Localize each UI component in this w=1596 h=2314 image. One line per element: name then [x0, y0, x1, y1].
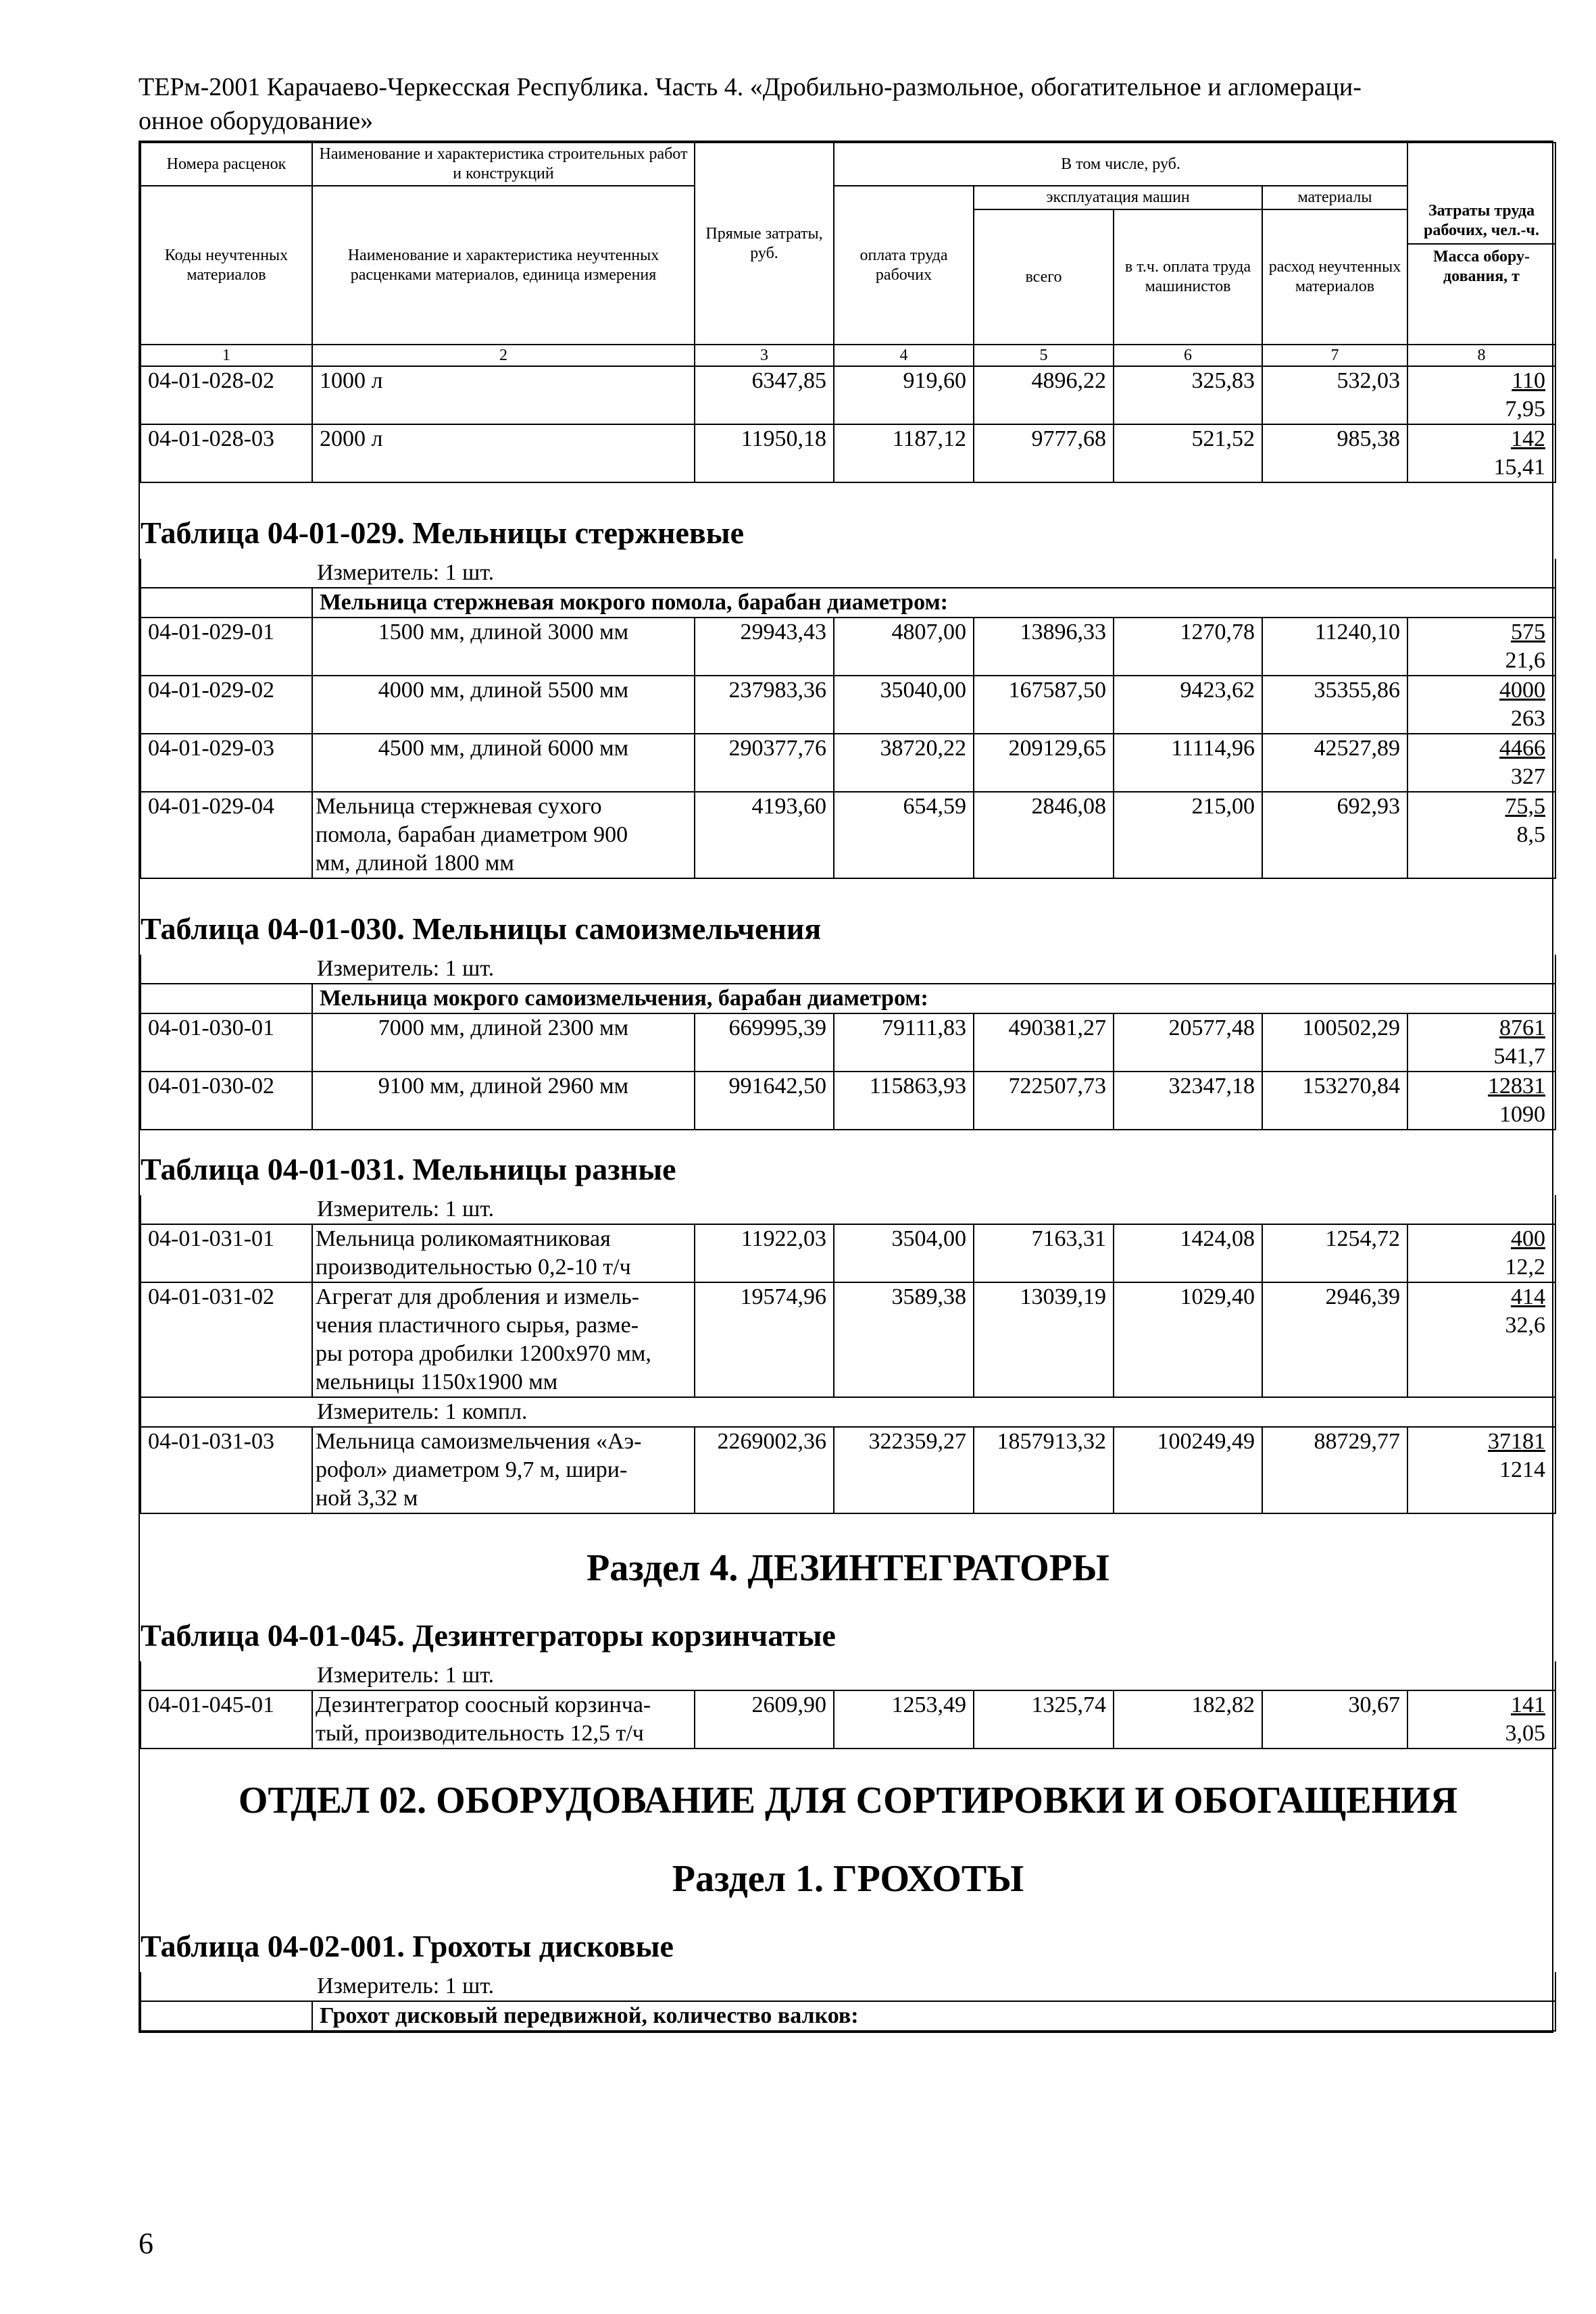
price-table — [139, 141, 1553, 2033]
direct-cost: 2609,90 — [695, 1690, 834, 1749]
rate-code: 04-01-028-03 — [141, 424, 312, 482]
machinists-pay: 182,82 — [1114, 1690, 1262, 1749]
machines-total: 1857913,32 — [974, 1427, 1114, 1513]
machines-total: 490381,27 — [974, 1013, 1114, 1072]
direct-cost: 19574,96 — [695, 1282, 834, 1397]
equipment-mass: 263 — [1511, 706, 1545, 731]
labor-hours: 110 — [1512, 368, 1545, 393]
direct-cost: 290377,76 — [695, 734, 834, 792]
materials-header: материалы — [1262, 186, 1407, 209]
equipment-mass: 541,7 — [1493, 1044, 1545, 1069]
machinists-pay: 100249,49 — [1114, 1427, 1262, 1513]
page-number: 6 — [139, 2227, 153, 2260]
labor-hours: 400 — [1511, 1226, 1545, 1251]
measure-unit: Измеритель: 1 компл. — [141, 1397, 1555, 1427]
labor-mass — [1407, 1072, 1555, 1130]
labor-pay: 3504,00 — [834, 1224, 974, 1282]
header-line-1: ТЕРм-2001 Карачаево-Черкесская Республика. Часть 4. «Дробильно-размольное, обогатительное и агломераци- — [139, 73, 1362, 101]
subheading: Мельница стержневая мокрого помола, барабан диаметром: — [312, 588, 1555, 618]
rate-code: 04-01-030-02 — [141, 1072, 312, 1130]
table-title: Таблица 04-01-029. Мельницы стержневые — [141, 515, 745, 550]
rate-code: 04-01-030-01 — [141, 1013, 312, 1072]
machines-total: 167587,50 — [974, 676, 1114, 734]
labor-mass — [1407, 734, 1555, 792]
materials-cost: 2946,39 — [1262, 1282, 1407, 1397]
col3-header: Прямые затраты, руб. — [695, 143, 834, 345]
machines-total: 13039,19 — [974, 1282, 1114, 1397]
labor-mass — [1407, 1427, 1555, 1513]
rate-name-line: мм, длиной 1800 мм — [316, 851, 514, 876]
col-number: 7 — [1262, 345, 1407, 366]
rate-name-line: Агрегат для дробления и измель- — [316, 1284, 640, 1309]
rate-name-line: тый, производительность 12,5 т/ч — [316, 1721, 644, 1746]
rate-name-line: помола, барабан диаметром 900 — [316, 822, 628, 847]
rate-name-line: Мельница самоизмельчения «Аэ- — [316, 1429, 642, 1454]
direct-cost: 6347,85 — [695, 366, 834, 424]
rate-code: 04-01-031-02 — [141, 1282, 312, 1397]
machinists-pay: 325,83 — [1114, 366, 1262, 424]
col1-header-top: Номера расценок — [141, 143, 312, 186]
col7-header: расход неучтенных материалов — [1262, 209, 1407, 345]
equipment-mass: 21,6 — [1505, 648, 1545, 673]
rate-code: 04-01-029-04 — [141, 792, 312, 878]
col5-header: всего — [974, 209, 1114, 345]
labor-pay: 79111,83 — [834, 1013, 974, 1072]
labor-mass — [1407, 1013, 1555, 1072]
rate-name: 9100 мм, длиной 2960 мм — [312, 1072, 695, 1130]
table-row — [141, 1072, 1555, 1130]
col6-header: в т.ч. оплата труда машинистов — [1114, 209, 1262, 345]
rate-name: 1500 мм, длиной 3000 мм — [312, 618, 695, 676]
rate-name-line: мельницы 1150x1900 мм — [316, 1369, 558, 1394]
machines-total: 9777,68 — [974, 424, 1114, 482]
labor-cost-label: Затраты труда рабочих, чел.-ч. — [1408, 199, 1555, 245]
materials-cost: 153270,84 — [1262, 1072, 1407, 1130]
subheading: Мельница мокрого самоизмельчения, барабан диаметром: — [312, 984, 1555, 1013]
col8-header — [1407, 143, 1555, 345]
col-number: 2 — [312, 345, 695, 366]
labor-hours: 8761 — [1499, 1015, 1545, 1040]
section-title: Раздел 1. ГРОХОТЫ — [672, 1858, 1024, 1900]
equipment-mass-label: Масса обору-дования, т — [1433, 247, 1530, 285]
rate-name-line: Мельница стержневая сухого — [316, 794, 602, 819]
labor-hours: 4000 — [1499, 678, 1545, 703]
labor-mass — [1407, 424, 1555, 482]
rate-name-line: производительностью 0,2-10 т/ч — [316, 1255, 631, 1280]
table-row — [141, 366, 1555, 424]
direct-cost: 991642,50 — [695, 1072, 834, 1130]
subheading: Грохот дисковый передвижной, количество валков: — [312, 2001, 1555, 2031]
machinists-pay: 1424,08 — [1114, 1224, 1262, 1282]
equipment-mass: 1090 — [1499, 1102, 1545, 1127]
machinists-pay: 1270,78 — [1114, 618, 1262, 676]
machinists-pay: 1029,40 — [1114, 1282, 1262, 1397]
machinists-pay: 9423,62 — [1114, 676, 1262, 734]
machines-total: 2846,08 — [974, 792, 1114, 878]
labor-pay: 3589,38 — [834, 1282, 974, 1397]
labor-hours: 414 — [1511, 1284, 1545, 1309]
rate-code: 04-01-045-01 — [141, 1690, 312, 1749]
table-row — [141, 1224, 1555, 1282]
equipment-mass: 327 — [1511, 764, 1545, 789]
table-title: Таблица 04-01-045. Дезинтеграторы корзинчатые — [141, 1618, 836, 1653]
table-title: Таблица 04-01-030. Мельницы самоизмельчения — [141, 911, 822, 946]
labor-pay: 35040,00 — [834, 676, 974, 734]
direct-cost: 237983,36 — [695, 676, 834, 734]
rate-name-line: рофол» диаметром 9,7 м, шири- — [316, 1457, 628, 1482]
labor-hours: 12831 — [1488, 1074, 1545, 1099]
labor-pay: 654,59 — [834, 792, 974, 878]
materials-cost: 985,38 — [1262, 424, 1407, 482]
col-number: 6 — [1114, 345, 1262, 366]
rate-code: 04-01-028-02 — [141, 366, 312, 424]
labor-hours: 575 — [1511, 620, 1545, 645]
labor-mass — [1407, 366, 1555, 424]
materials-cost: 11240,10 — [1262, 618, 1407, 676]
labor-pay: 1187,12 — [834, 424, 974, 482]
col-number: 3 — [695, 345, 834, 366]
equipment-mass: 1214 — [1499, 1457, 1545, 1482]
materials-cost: 35355,86 — [1262, 676, 1407, 734]
measure-unit: Измеритель: 1 шт. — [141, 955, 1555, 984]
section-title: Раздел 4. ДЕЗИНТЕГРАТОРЫ — [587, 1547, 1109, 1589]
measure-unit: Измеритель: 1 шт. — [141, 1661, 1555, 1690]
rate-code: 04-01-031-01 — [141, 1224, 312, 1282]
table-title: Таблица 04-01-031. Мельницы разные — [141, 1152, 676, 1186]
materials-cost: 100502,29 — [1262, 1013, 1407, 1072]
rate-name-line: Дезинтегратор соосный корзинча- — [316, 1692, 651, 1717]
rate-code: 04-01-031-03 — [141, 1427, 312, 1513]
department-title: ОТДЕЛ 02. ОБОРУДОВАНИЕ ДЛЯ СОРТИРОВКИ И ОБОГАЩЕНИЯ — [238, 1780, 1458, 1821]
equipment-mass: 7,95 — [1505, 397, 1545, 422]
rate-name-line: чения пластичного сырья, разме- — [316, 1313, 639, 1338]
col2-header-bottom: Наименование и характеристика неучтенных расценками материалов, единица измерения — [312, 186, 695, 345]
table-row — [141, 618, 1555, 676]
labor-hours: 37181 — [1488, 1429, 1545, 1454]
machines-total: 722507,73 — [974, 1072, 1114, 1130]
labor-mass — [1407, 676, 1555, 734]
measure-unit: Измеритель: 1 шт. — [141, 1195, 1555, 1224]
labor-mass — [1407, 792, 1555, 878]
rate-name: 4500 мм, длиной 6000 мм — [312, 734, 695, 792]
materials-cost: 692,93 — [1262, 792, 1407, 878]
materials-cost: 30,67 — [1262, 1690, 1407, 1749]
table-row — [141, 792, 1555, 878]
labor-mass — [1407, 618, 1555, 676]
equipment-mass: 15,41 — [1493, 455, 1545, 480]
direct-cost: 669995,39 — [695, 1013, 834, 1072]
col-number: 1 — [141, 345, 312, 366]
labor-pay: 115863,93 — [834, 1072, 974, 1130]
labor-mass — [1407, 1224, 1555, 1282]
labor-mass — [1407, 1282, 1555, 1397]
equipment-mass: 8,5 — [1516, 822, 1545, 847]
labor-pay: 4807,00 — [834, 618, 974, 676]
labor-pay: 322359,27 — [834, 1427, 974, 1513]
machines-total: 209129,65 — [974, 734, 1114, 792]
direct-cost: 11922,03 — [695, 1224, 834, 1282]
rate-name — [312, 1427, 695, 1513]
rate-name: 2000 л — [312, 424, 695, 482]
rate-code: 04-01-029-03 — [141, 734, 312, 792]
machines-total: 1325,74 — [974, 1690, 1114, 1749]
measure-unit: Измеритель: 1 шт. — [141, 559, 1555, 588]
rate-name — [312, 792, 695, 878]
table-row — [141, 1427, 1555, 1513]
table-row — [141, 1282, 1555, 1397]
materials-cost: 88729,77 — [1262, 1427, 1407, 1513]
col-number: 8 — [1407, 345, 1555, 366]
direct-cost: 4193,60 — [695, 792, 834, 878]
machinists-pay: 11114,96 — [1114, 734, 1262, 792]
page-header — [139, 70, 1503, 138]
table-row — [141, 424, 1555, 482]
equipment-mass: 12,2 — [1505, 1255, 1545, 1280]
rate-name-line: ры ротора дробилки 1200x970 мм, — [316, 1341, 651, 1366]
col2-header-top: Наименование и характеристика строительных работ и конструкций — [312, 143, 695, 186]
materials-cost: 532,03 — [1262, 366, 1407, 424]
rate-name — [312, 1282, 695, 1397]
rate-name-line: ной 3,32 м — [316, 1486, 418, 1511]
rate-name — [312, 1224, 695, 1282]
labor-hours: 75,5 — [1505, 794, 1545, 819]
direct-cost: 2269002,36 — [695, 1427, 834, 1513]
table-row — [141, 1013, 1555, 1072]
machines-total: 13896,33 — [974, 618, 1114, 676]
rate-name: 4000 мм, длиной 5500 мм — [312, 676, 695, 734]
machinists-pay: 521,52 — [1114, 424, 1262, 482]
col1-header-bottom: Коды неучтенных материалов — [141, 186, 312, 345]
rate-name: 7000 мм, длиной 2300 мм — [312, 1013, 695, 1072]
rate-name — [312, 1690, 695, 1749]
table-row — [141, 676, 1555, 734]
col-number: 4 — [834, 345, 974, 366]
labor-pay: 38720,22 — [834, 734, 974, 792]
materials-cost: 42527,89 — [1262, 734, 1407, 792]
equipment-mass: 3,05 — [1505, 1721, 1545, 1746]
labor-pay: 1253,49 — [834, 1690, 974, 1749]
col-number: 5 — [974, 345, 1114, 366]
labor-hours: 142 — [1511, 426, 1545, 451]
included-header: В том числе, руб. — [834, 143, 1407, 186]
materials-cost: 1254,72 — [1262, 1224, 1407, 1282]
measure-unit: Измеритель: 1 шт. — [141, 1972, 1555, 2001]
labor-pay: 919,60 — [834, 366, 974, 424]
machines-total: 7163,31 — [974, 1224, 1114, 1282]
rate-name-line: Мельница роликомаятниковая — [316, 1226, 611, 1251]
labor-hours: 141 — [1511, 1692, 1545, 1717]
machines-total: 4896,22 — [974, 366, 1114, 424]
machinists-pay: 32347,18 — [1114, 1072, 1262, 1130]
table-row — [141, 734, 1555, 792]
table-title: Таблица 04-02-001. Грохоты дисковые — [141, 1929, 674, 1963]
labor-hours: 4466 — [1499, 736, 1545, 761]
header-line-2: онное оборудование» — [139, 107, 374, 135]
equipment-mass: 32,6 — [1505, 1313, 1545, 1338]
rate-code: 04-01-029-01 — [141, 618, 312, 676]
table-row — [141, 1690, 1555, 1749]
machinists-pay: 215,00 — [1114, 792, 1262, 878]
rate-code: 04-01-029-02 — [141, 676, 312, 734]
machines-header: эксплуатация машин — [974, 186, 1262, 209]
direct-cost: 11950,18 — [695, 424, 834, 482]
labor-mass — [1407, 1690, 1555, 1749]
rate-name: 1000 л — [312, 366, 695, 424]
col4-header: оплата труда рабочих — [834, 186, 974, 345]
machinists-pay: 20577,48 — [1114, 1013, 1262, 1072]
direct-cost: 29943,43 — [695, 618, 834, 676]
